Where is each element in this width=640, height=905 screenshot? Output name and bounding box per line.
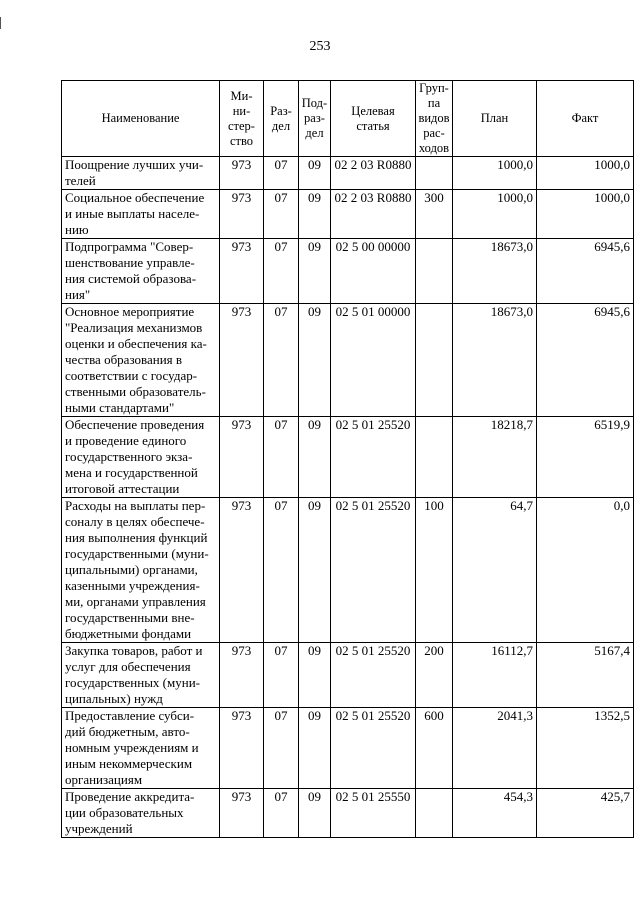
- section-cell: 07: [264, 643, 299, 708]
- table-row: [62, 157, 634, 190]
- name-cell: [62, 789, 220, 838]
- name-line: организациям: [65, 772, 143, 787]
- fact-cell: 1000,0: [537, 157, 634, 190]
- section-cell: 07: [264, 304, 299, 417]
- header-ministry: [220, 81, 264, 157]
- ministry-cell: 973: [220, 239, 264, 304]
- name-line: "Реализация механизмов: [65, 320, 203, 335]
- table-header-row: [62, 81, 634, 157]
- target-cell: 02 5 01 25520: [331, 708, 416, 789]
- name-line: оценки и обеспечения ка-: [65, 336, 207, 351]
- name-line: мена и государственной: [65, 465, 198, 480]
- name-line: нию: [65, 222, 89, 237]
- header-line: Ми-: [230, 88, 253, 103]
- header-line: раз-: [304, 111, 325, 125]
- table-row: [62, 789, 634, 838]
- fact-cell: 6945,6: [537, 304, 634, 417]
- group-cell: [416, 157, 453, 190]
- fact-cell: 5167,4: [537, 643, 634, 708]
- name-line: телей: [65, 173, 96, 188]
- name-line: номным учреждениям и: [65, 740, 199, 755]
- header-line: Целевая: [351, 103, 395, 118]
- name-line: ственными образователь-: [65, 384, 206, 399]
- header-line: Груп-: [419, 81, 449, 95]
- section-cell: 07: [264, 239, 299, 304]
- name-line: дий бюджетным, авто-: [65, 724, 190, 739]
- ministry-cell: 973: [220, 498, 264, 643]
- target-cell: 02 5 01 00000: [331, 304, 416, 417]
- name-line: бюджетными фондами: [65, 626, 192, 641]
- table-row: [62, 190, 634, 239]
- fact-cell: 1352,5: [537, 708, 634, 789]
- table-row: [62, 498, 634, 643]
- group-cell: [416, 304, 453, 417]
- name-line: чества образования в: [65, 352, 183, 367]
- group-cell: 100: [416, 498, 453, 643]
- subsection-cell: 09: [299, 643, 331, 708]
- name-cell: [62, 190, 220, 239]
- name-line: иным некоммерческим: [65, 756, 193, 771]
- table-row: [62, 643, 634, 708]
- subsection-cell: 09: [299, 304, 331, 417]
- ministry-cell: 973: [220, 643, 264, 708]
- ministry-cell: 973: [220, 708, 264, 789]
- name-line: и проведение единого: [65, 433, 187, 448]
- section-cell: 07: [264, 157, 299, 190]
- header-line: рас-: [423, 126, 445, 140]
- fact-cell: 425,7: [537, 789, 634, 838]
- group-cell: [416, 789, 453, 838]
- scan-margin-mark: [0, 17, 3, 29]
- subsection-cell: 09: [299, 190, 331, 239]
- header-name: Наименование: [62, 81, 220, 157]
- target-cell: 02 5 00 00000: [331, 239, 416, 304]
- header-section: [264, 81, 299, 157]
- name-line: ния выполнения функций: [65, 530, 208, 545]
- name-line: учреждений: [65, 821, 133, 836]
- name-line: итоговой аттестации: [65, 481, 180, 496]
- name-line: государственными вне-: [65, 610, 195, 625]
- header-line: Под-: [301, 96, 328, 110]
- table-row: [62, 708, 634, 789]
- plan-cell: 1000,0: [453, 190, 537, 239]
- name-line: государственных (муни-: [65, 675, 200, 690]
- subsection-cell: 09: [299, 789, 331, 838]
- target-cell: 02 5 01 25520: [331, 643, 416, 708]
- header-group: [416, 81, 453, 157]
- plan-cell: 454,3: [453, 789, 537, 838]
- plan-cell: 64,7: [453, 498, 537, 643]
- header-line: ство: [229, 133, 254, 148]
- fact-cell: 6519,9: [537, 417, 634, 498]
- header-line: стер-: [228, 118, 255, 133]
- group-cell: [416, 239, 453, 304]
- name-cell: [62, 157, 220, 190]
- plan-cell: 18673,0: [453, 239, 537, 304]
- target-cell: 02 5 01 25550: [331, 789, 416, 838]
- budget-table: [61, 80, 634, 838]
- section-cell: 07: [264, 190, 299, 239]
- target-cell: 02 2 03 R0880: [331, 157, 416, 190]
- name-line: Предоставление субси-: [65, 708, 195, 723]
- name-line: шенствование управле-: [65, 255, 195, 270]
- name-line: ции образовательных: [65, 805, 184, 820]
- name-line: ния": [65, 287, 91, 302]
- header-line: па: [427, 96, 441, 110]
- name-cell: [62, 304, 220, 417]
- name-line: ния системой образова-: [65, 271, 197, 286]
- subsection-cell: 09: [299, 708, 331, 789]
- name-line: Подпрограмма "Совер-: [65, 239, 194, 254]
- plan-cell: 1000,0: [453, 157, 537, 190]
- ministry-cell: 973: [220, 789, 264, 838]
- page-number: 253: [309, 39, 331, 54]
- name-cell: [62, 417, 220, 498]
- section-cell: 07: [264, 708, 299, 789]
- name-line: ми, органами управления: [65, 594, 206, 609]
- name-line: ными стандартами": [65, 400, 175, 415]
- section-cell: 07: [264, 498, 299, 643]
- name-cell: [62, 708, 220, 789]
- name-cell: [62, 498, 220, 643]
- name-line: Социальное обеспечение: [65, 190, 205, 205]
- group-cell: 300: [416, 190, 453, 239]
- plan-cell: 16112,7: [453, 643, 537, 708]
- name-line: Закупка товаров, работ и: [65, 643, 203, 658]
- table-body: [62, 157, 634, 838]
- name-line: государственного экза-: [65, 449, 193, 464]
- header-line: статья: [356, 118, 390, 133]
- plan-cell: 2041,3: [453, 708, 537, 789]
- table-row: [62, 417, 634, 498]
- header-line: Раз-: [270, 103, 292, 118]
- section-cell: 07: [264, 417, 299, 498]
- name-line: и иные выплаты населе-: [65, 206, 200, 221]
- header-plan: План: [453, 81, 537, 157]
- ministry-cell: 973: [220, 157, 264, 190]
- plan-cell: 18218,7: [453, 417, 537, 498]
- name-cell: [62, 239, 220, 304]
- subsection-cell: 09: [299, 157, 331, 190]
- section-cell: 07: [264, 789, 299, 838]
- ministry-cell: 973: [220, 304, 264, 417]
- fact-cell: 0,0: [537, 498, 634, 643]
- header-line: дел: [271, 118, 291, 133]
- name-line: Обеспечение проведения: [65, 417, 205, 432]
- name-line: Проведение аккредита-: [65, 789, 195, 804]
- name-line: ципальных) нужд: [65, 691, 163, 706]
- name-line: ципальными) органами,: [65, 562, 198, 577]
- header-fact: Факт: [537, 81, 634, 157]
- subsection-cell: 09: [299, 498, 331, 643]
- group-cell: [416, 417, 453, 498]
- name-line: Поощрение лучших учи-: [65, 157, 204, 172]
- name-cell: [62, 643, 220, 708]
- group-cell: 600: [416, 708, 453, 789]
- name-line: услуг для обеспечения: [65, 659, 191, 674]
- name-line: Расходы на выплаты пер-: [65, 498, 206, 513]
- header-line: ни-: [232, 103, 251, 118]
- header-line: дел: [305, 126, 324, 140]
- fact-cell: 1000,0: [537, 190, 634, 239]
- subsection-cell: 09: [299, 239, 331, 304]
- header-line: видов: [418, 111, 450, 125]
- plan-cell: 18673,0: [453, 304, 537, 417]
- table-row: [62, 239, 634, 304]
- name-line: соналу в целях обеспече-: [65, 514, 205, 529]
- name-line: соответствии с государ-: [65, 368, 198, 383]
- header-target: [331, 81, 416, 157]
- name-line: казенными учреждения-: [65, 578, 200, 593]
- name-line: Основное мероприятие: [65, 304, 195, 319]
- subsection-cell: 09: [299, 417, 331, 498]
- header-line: ходов: [418, 141, 450, 155]
- ministry-cell: 973: [220, 417, 264, 498]
- target-cell: 02 5 01 25520: [331, 498, 416, 643]
- group-cell: 200: [416, 643, 453, 708]
- target-cell: 02 2 03 R0880: [331, 190, 416, 239]
- target-cell: 02 5 01 25520: [331, 417, 416, 498]
- ministry-cell: 973: [220, 190, 264, 239]
- table-row: [62, 304, 634, 417]
- fact-cell: 6945,6: [537, 239, 634, 304]
- header-subsection: [299, 81, 331, 157]
- name-line: государственными (муни-: [65, 546, 209, 561]
